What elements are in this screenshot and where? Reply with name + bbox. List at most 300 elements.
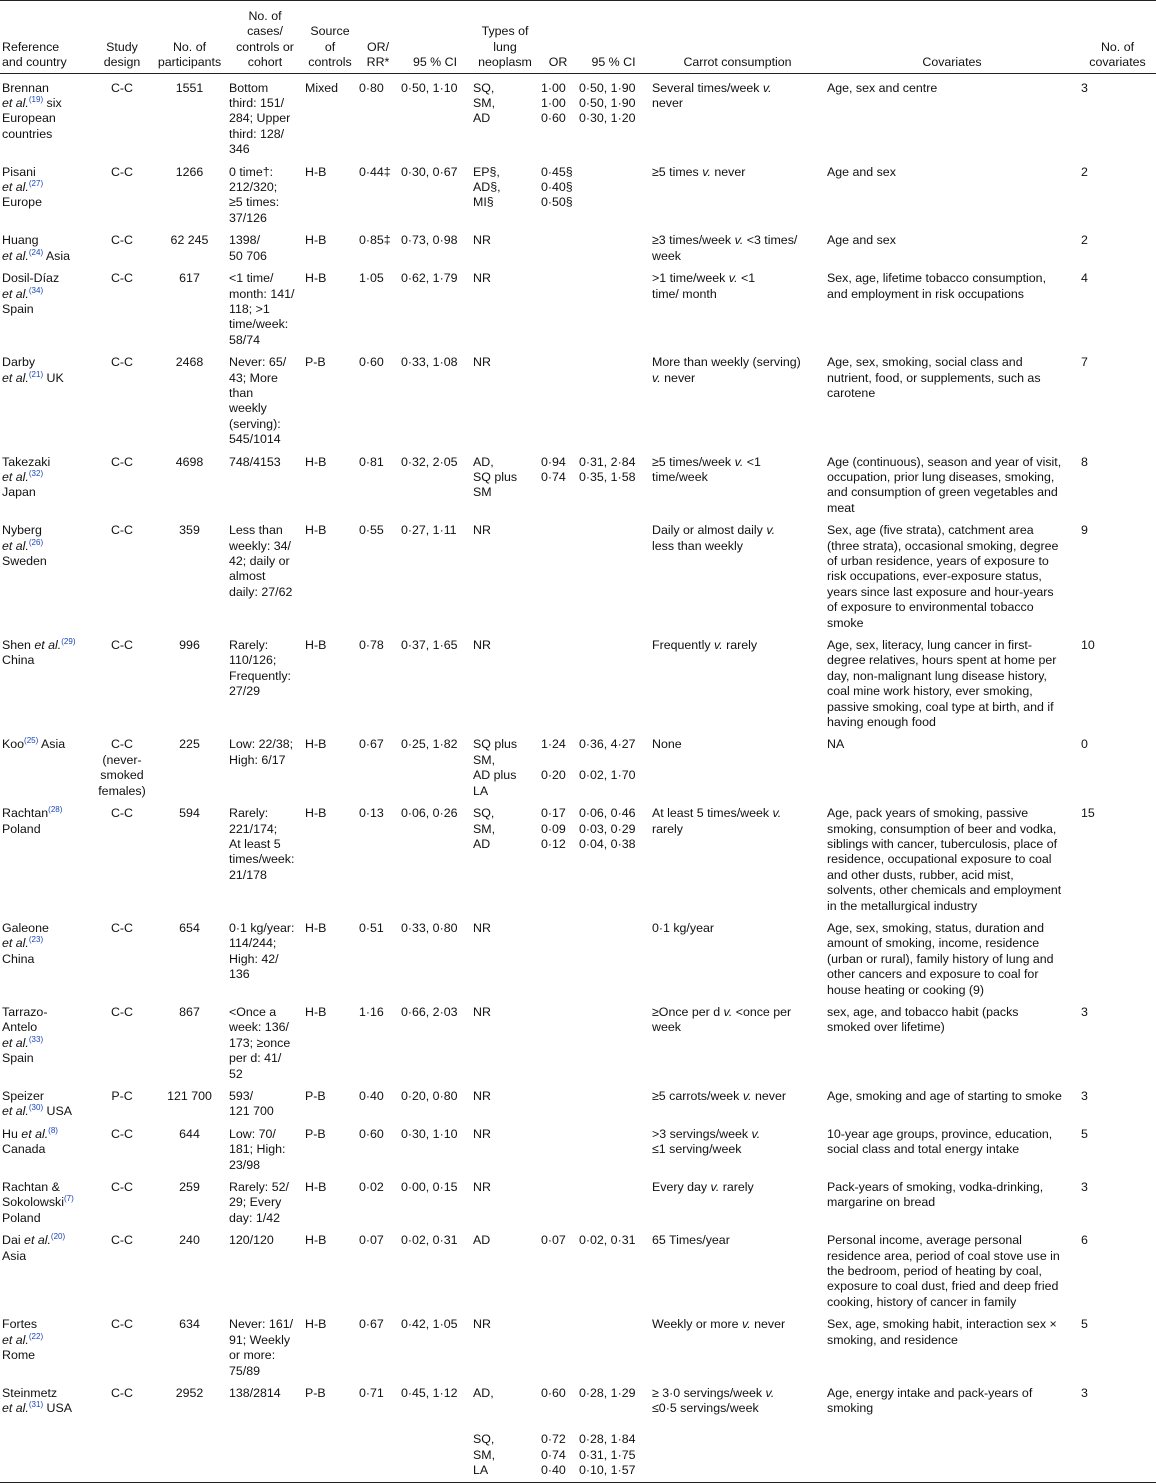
or-rr-cell	[357, 264, 399, 348]
citation-link[interactable]: (8)	[48, 1125, 58, 1135]
neoplasm-line: SQ plus	[473, 737, 518, 752]
cases-line: 136	[229, 967, 250, 982]
reference-cell	[0, 1226, 92, 1310]
covariate-line: smoking, and residence	[827, 1332, 958, 1347]
num-covariates-value: 0	[1081, 737, 1088, 752]
neoplasm-line: SQ,	[473, 80, 495, 95]
ci-2-line	[579, 1401, 648, 1416]
citation-link[interactable]: (23)	[28, 935, 44, 945]
citation-link[interactable]: (29)	[61, 636, 76, 646]
ci-value: 0·66, 2·03	[401, 1004, 458, 1019]
num-covariates-cell	[1079, 1082, 1156, 1120]
covariate-line: cooking, history of cancer in family	[827, 1294, 1017, 1309]
citation-link[interactable]: (32)	[28, 468, 44, 478]
num-covariates-cell	[1079, 73, 1156, 158]
ci-2-cell	[577, 264, 650, 348]
num-covariates-cell	[1079, 914, 1156, 998]
covariate-line: day, non-malignant lung disease history,	[827, 668, 1047, 683]
ci-2-line: 0·35, 1·58	[579, 469, 636, 484]
ci-value: 0·02, 0·31	[401, 1233, 458, 1248]
ci-cell	[399, 799, 471, 914]
header-line: RR*	[366, 55, 390, 70]
neoplasm-line: SM,	[473, 1447, 496, 1462]
ci-2-line: 0·50, 1·90	[579, 80, 636, 95]
neoplasm-type-cell	[471, 1173, 539, 1226]
cases-line: 58/74	[229, 332, 261, 347]
reference-cell	[0, 730, 92, 799]
source-value: H-B	[305, 737, 327, 752]
participants-value: 2468	[175, 355, 204, 370]
cases-line: 138/2814	[229, 1385, 281, 1400]
covariate-line: (three strata), occasional smoking, degree	[827, 538, 1059, 553]
study-design-cell	[92, 264, 152, 348]
country: Canada	[2, 1142, 46, 1157]
num-covariates-value: 9	[1081, 523, 1088, 538]
source-cell	[303, 158, 357, 227]
source-value: H-B	[305, 164, 327, 179]
cases-line: 118; >1	[229, 301, 270, 316]
citation-link[interactable]: (27)	[28, 178, 44, 188]
source-value: P-B	[305, 355, 326, 370]
table-row	[0, 1120, 1156, 1173]
covariates-cell	[825, 516, 1079, 631]
citation-link[interactable]: (21)	[28, 369, 44, 379]
source-value: H-B	[305, 454, 327, 469]
num-covariates-cell	[1079, 1120, 1156, 1173]
study-design-cell	[92, 998, 152, 1082]
or-cell	[539, 799, 577, 914]
reference-cell	[0, 1173, 92, 1226]
ci-2-line: 0·30, 1·20	[579, 111, 636, 126]
author-name: Nyberg	[2, 523, 42, 538]
participants-value: 4698	[175, 454, 204, 469]
ci-2-cell	[577, 631, 650, 730]
or-rr-cell	[357, 1173, 399, 1226]
covariate-line: Age, smoking and age of starting to smoke	[827, 1089, 1062, 1103]
or-rr-value: 0·60	[359, 355, 384, 370]
cases-cell	[227, 516, 303, 631]
source-value: H-B	[305, 1317, 327, 1332]
participants-value: 634	[179, 1317, 200, 1332]
reference-cell	[0, 73, 92, 158]
or-rr-value: 0·80	[359, 80, 384, 95]
design-line: C-C	[110, 1385, 134, 1400]
or-rr-value: 0·71	[359, 1385, 384, 1400]
carrot-line: ≥5 times/week v. <1	[652, 454, 761, 469]
participants-cell	[152, 226, 227, 264]
neoplasm-line: NR	[473, 1126, 491, 1141]
ci-value: 0·37, 1·65	[401, 638, 458, 653]
et-al: et al.	[2, 1104, 29, 1119]
country: Rome	[2, 1348, 36, 1363]
covariate-line: exposure to coal dust, fried and deep fried	[827, 1279, 1059, 1294]
citation-link[interactable]: (30)	[28, 1103, 44, 1113]
carrot-line: >1 time/week v. <1	[652, 271, 756, 286]
neoplasm-type-cell	[471, 1082, 539, 1120]
citation-link[interactable]: (28)	[48, 804, 63, 814]
table-row	[0, 348, 1156, 447]
country: Asia	[43, 248, 70, 263]
ci-value: 0·20, 0·80	[401, 1089, 458, 1103]
or-rr-cell	[357, 448, 399, 517]
cases-line: 50 706	[229, 248, 267, 263]
covariates-cell	[825, 1120, 1079, 1173]
table-row	[0, 998, 1156, 1082]
reference-cell	[0, 1082, 92, 1120]
neoplasm-type-cell	[471, 264, 539, 348]
or-cell	[539, 1226, 577, 1310]
header-line: Carrot consumption	[683, 55, 792, 70]
participants-cell	[152, 448, 227, 517]
source-value: H-B	[305, 1233, 327, 1248]
study-design-cell	[92, 1120, 152, 1173]
cases-cell	[227, 1120, 303, 1173]
header-num-covariates	[1079, 1, 1156, 74]
source-value: Mixed	[305, 80, 339, 95]
study-design-cell	[92, 1379, 152, 1483]
citation-link[interactable]: (19)	[28, 94, 44, 104]
header-line: participants	[157, 55, 222, 70]
cases-line: 181; High:	[229, 1142, 286, 1157]
covariate-line: and other dusts, rubber, acid mist,	[827, 867, 1014, 882]
country: USA	[43, 1401, 73, 1416]
author-name: Sokolowski	[2, 1195, 64, 1210]
ci-value: 0·73, 0·98	[401, 233, 458, 248]
et-al: et al.	[24, 1233, 51, 1248]
et-al: et al.	[2, 936, 29, 951]
table-row	[0, 1310, 1156, 1379]
carrot-cell	[650, 1120, 825, 1173]
neoplasm-line: LA	[473, 783, 489, 798]
cases-line: Low: 70/	[229, 1126, 276, 1141]
or-cell	[539, 1379, 577, 1483]
ci-2-line: 0·36, 4·27	[579, 737, 636, 752]
covariate-line: house heating or cooking (9)	[827, 982, 985, 997]
participants-value: 617	[179, 271, 200, 286]
source-cell	[303, 914, 357, 998]
table-row	[0, 516, 1156, 631]
neoplasm-type-cell	[471, 516, 539, 631]
or-cell	[539, 1310, 577, 1379]
carrot-line: ≥3 times/week v. <3 times/	[652, 233, 798, 248]
ci-2-line: 0·06, 0·46	[579, 806, 636, 821]
header-line: controls	[308, 55, 352, 70]
reference-cell	[0, 998, 92, 1082]
source-value: P-B	[305, 1126, 326, 1141]
ci-value: 0·62, 1·79	[401, 271, 458, 286]
covariate-line: risk occupations, ever-exposure status,	[827, 569, 1042, 584]
cases-line: daily: 27/62	[229, 584, 293, 599]
table-header	[0, 1, 1156, 74]
study-design-cell	[92, 226, 152, 264]
neoplasm-line: SQ,	[473, 806, 495, 821]
cases-line: Never: 161/	[229, 1317, 294, 1332]
ci-cell	[399, 914, 471, 998]
cases-line: per d: 41/	[229, 1051, 282, 1066]
or-line: 0·07	[541, 1233, 566, 1248]
header-line: Study	[106, 39, 138, 54]
reference-cell	[0, 1310, 92, 1379]
study-design-cell	[92, 73, 152, 158]
neoplasm-type-cell	[471, 914, 539, 998]
source-value: H-B	[305, 271, 327, 286]
carrot-cell	[650, 914, 825, 998]
citation-link[interactable]: (22)	[28, 1331, 44, 1341]
cases-line: third: 128/	[229, 126, 285, 141]
ci-cell	[399, 1082, 471, 1120]
study-design-cell	[92, 516, 152, 631]
ci-value: 0·50, 1·10	[401, 80, 458, 95]
design-line: C-C	[110, 164, 134, 179]
covariate-line: Age, pack years of smoking, passive	[827, 806, 1029, 821]
design-line: C-C	[110, 737, 134, 752]
covariates-cell	[825, 158, 1079, 227]
table-row	[0, 914, 1156, 998]
neoplasm-line: MI§	[473, 195, 494, 210]
design-line: females)	[98, 783, 146, 798]
author-name: Koo	[2, 737, 25, 752]
participants-cell	[152, 73, 227, 158]
ci-cell	[399, 1226, 471, 1310]
or-cell	[539, 1120, 577, 1173]
cases-line: 120/120	[229, 1233, 274, 1248]
neoplasm-line: NR	[473, 233, 491, 248]
carrot-line: week	[652, 1020, 681, 1035]
table-row	[0, 1226, 1156, 1310]
source-value: H-B	[305, 1004, 327, 1019]
covariate-line: Sex, age, lifetime tobacco consumption,	[827, 271, 1047, 286]
num-covariates-value: 6	[1081, 1233, 1088, 1248]
ci-cell	[399, 73, 471, 158]
or-cell	[539, 1082, 577, 1120]
covariate-line: solvents, other chemicals and employment	[827, 883, 1062, 898]
covariate-line: Age, energy intake and pack-years of	[827, 1385, 1033, 1400]
carrot-line: 0·1 kg/year	[652, 920, 714, 935]
carrot-cell	[650, 158, 825, 227]
study-design-cell	[92, 158, 152, 227]
country: Sweden	[2, 554, 47, 568]
covariate-line: Age, sex, smoking, social class and	[827, 355, 1023, 370]
covariate-line: amount of smoking, income, residence	[827, 936, 1040, 951]
design-line: C-C	[110, 80, 134, 95]
carrot-line: Frequently v. rarely	[652, 638, 758, 653]
carrot-line: time/ month	[652, 286, 717, 301]
num-covariates-value: 15	[1081, 806, 1095, 821]
participants-value: 996	[179, 638, 200, 653]
country: six	[43, 96, 62, 111]
or-cell	[539, 516, 577, 631]
participants-cell	[152, 264, 227, 348]
cases-line: month: 141/	[229, 286, 295, 301]
participants-value: 594	[179, 806, 200, 821]
covariate-line: 10-year age groups, province, education,	[827, 1126, 1053, 1141]
author-name: Tarrazo-	[2, 1004, 48, 1019]
header-ci-2	[577, 1, 650, 74]
cases-line: 29; Every	[229, 1195, 282, 1210]
design-line: C-C	[110, 233, 134, 248]
neoplasm-type-cell	[471, 631, 539, 730]
header-source	[303, 1, 357, 74]
or-rr-cell	[357, 158, 399, 227]
covariate-line: degree relatives, hours spent at home per	[827, 653, 1057, 668]
covariate-line: Age and sex	[827, 164, 896, 179]
neoplasm-type-cell	[471, 226, 539, 264]
header-reference	[0, 1, 92, 74]
country: Spain	[2, 1051, 34, 1066]
source-cell	[303, 1120, 357, 1173]
cases-line: 27/29	[229, 684, 261, 699]
ci-value: 0·33, 1·08	[401, 355, 458, 370]
carrot-cell	[650, 73, 825, 158]
num-covariates-value: 7	[1081, 355, 1088, 370]
cases-line: <1 time/	[229, 271, 274, 286]
or-rr-cell	[357, 914, 399, 998]
or-line	[541, 1417, 575, 1432]
carrot-line: ≥ 3·0 servings/week v.	[652, 1385, 775, 1400]
carrot-cell	[650, 631, 825, 730]
citation-link[interactable]: (25)	[24, 736, 39, 746]
carrot-line: v. never	[652, 370, 696, 385]
covariate-line: coal mine work history, ever smoking,	[827, 684, 1033, 699]
cases-line: 545/1014	[229, 432, 281, 447]
or-rr-value: 0·60	[359, 1126, 384, 1141]
participants-value: 2952	[175, 1385, 204, 1400]
cases-line: third: 151/	[229, 96, 285, 111]
header-line: 95 % CI	[412, 55, 458, 70]
or-cell	[539, 226, 577, 264]
citation-link[interactable]: (31)	[28, 1400, 44, 1410]
cases-line: weekly: 34/	[229, 538, 291, 553]
neoplasm-line: SQ,	[473, 1432, 495, 1447]
source-value: P-B	[305, 1385, 326, 1400]
ci-cell	[399, 998, 471, 1082]
cases-line: 43; More	[229, 370, 278, 385]
header-cases	[227, 1, 303, 74]
cases-line: time/week:	[229, 317, 289, 332]
participants-value: 867	[179, 1004, 200, 1019]
participants-value: 1266	[175, 164, 204, 179]
carrot-cell	[650, 1310, 825, 1379]
study-design-cell	[92, 1082, 152, 1120]
header-ci	[399, 1, 471, 74]
or-rr-value: 0·78	[359, 638, 384, 653]
carrot-line: week	[652, 248, 681, 263]
covariate-line: Sex, age, smoking habit, interaction sex ×	[827, 1317, 1057, 1332]
study-design-cell	[92, 799, 152, 914]
neoplasm-line: NR	[473, 638, 491, 653]
country: Japan	[2, 485, 36, 500]
covariate-line: of exposure to environmental tobacco	[827, 600, 1034, 615]
design-line: C-C	[110, 806, 134, 821]
or-cell	[539, 158, 577, 227]
cases-cell	[227, 73, 303, 158]
or-line: 0·94	[541, 454, 566, 469]
citation-link[interactable]: (34)	[28, 285, 44, 295]
covariate-line: sex, age, and tobacco habit (packs	[827, 1004, 1019, 1019]
source-value: H-B	[305, 920, 327, 935]
ci-2-cell	[577, 914, 650, 998]
ci-cell	[399, 448, 471, 517]
cases-cell	[227, 158, 303, 227]
covariate-line: meat	[827, 500, 855, 515]
ci-2-line: 0·02, 0·31	[579, 1233, 636, 1248]
reference-cell	[0, 1379, 92, 1483]
citation-link[interactable]: (20)	[50, 1232, 66, 1242]
or-rr-value: 1·16	[359, 1004, 384, 1019]
or-rr-cell	[357, 1310, 399, 1379]
carrot-line: ≤0·5 servings/week	[652, 1401, 759, 1416]
covariate-line: the bedroom, period of heating by coal,	[827, 1264, 1042, 1279]
source-cell	[303, 73, 357, 158]
covariates-cell	[825, 1226, 1079, 1310]
carrot-line: ≥5 times v. never	[652, 164, 746, 179]
carrot-line: Several times/week v.	[652, 80, 772, 95]
or-cell	[539, 1173, 577, 1226]
num-covariates-value: 4	[1081, 271, 1088, 286]
or-rr-value: 0·40	[359, 1089, 384, 1103]
citation-link[interactable]: (24)	[28, 247, 44, 257]
cases-line: 173; ≥once	[229, 1035, 291, 1050]
num-covariates-value: 8	[1081, 454, 1088, 469]
ci-2-cell	[577, 226, 650, 264]
cases-cell	[227, 1082, 303, 1120]
participants-cell	[152, 1379, 227, 1483]
author-name: Brennan	[2, 80, 49, 95]
or-cell	[539, 448, 577, 517]
cases-line: 593/	[229, 1089, 254, 1103]
carrot-cell	[650, 799, 825, 914]
header-line: Reference	[2, 39, 60, 54]
or-line: 0·45§	[541, 164, 573, 179]
participants-value: 644	[179, 1126, 200, 1141]
covariate-line: smoked over lifetime)	[827, 1020, 945, 1035]
design-line: C-C	[110, 920, 134, 935]
ci-value: 0·25, 1·82	[401, 737, 458, 752]
citation-link[interactable]: (26)	[28, 537, 44, 547]
or-rr-value: 0·85‡	[359, 233, 391, 248]
or-rr-cell	[357, 730, 399, 799]
num-covariates-value: 3	[1081, 1004, 1088, 1019]
author-name: Hu	[2, 1126, 22, 1141]
or-rr-cell	[357, 73, 399, 158]
cases-line: 114/244;	[229, 936, 277, 951]
study-design-cell	[92, 448, 152, 517]
neoplasm-line: NR	[473, 1180, 491, 1195]
ci-2-cell	[577, 516, 650, 631]
covariates-cell	[825, 631, 1079, 730]
cases-line: 121 700	[229, 1104, 274, 1119]
table-row	[0, 264, 1156, 348]
citation-link[interactable]: (7)	[63, 1194, 74, 1204]
cases-line: 0 time†:	[229, 164, 274, 179]
carrot-cell	[650, 348, 825, 447]
ci-2-cell	[577, 1173, 650, 1226]
design-line: C-C	[110, 1004, 134, 1019]
covariate-line: (urban or rural), family history of lung and	[827, 951, 1054, 966]
header-line: lung	[493, 39, 517, 54]
neoplasm-line: NR	[473, 271, 491, 286]
neoplasm-type-cell	[471, 348, 539, 447]
or-line	[541, 753, 575, 768]
header-covariates	[825, 1, 1079, 74]
cases-line: 748/4153	[229, 454, 281, 469]
ci-2-line: 0·50, 1·90	[579, 96, 636, 111]
neoplasm-line: AD	[473, 111, 491, 126]
citation-link[interactable]: (33)	[28, 1034, 44, 1044]
cases-line: 91; Weekly	[229, 1332, 291, 1347]
ci-cell	[399, 1379, 471, 1483]
cases-line: Frequently:	[229, 668, 291, 683]
